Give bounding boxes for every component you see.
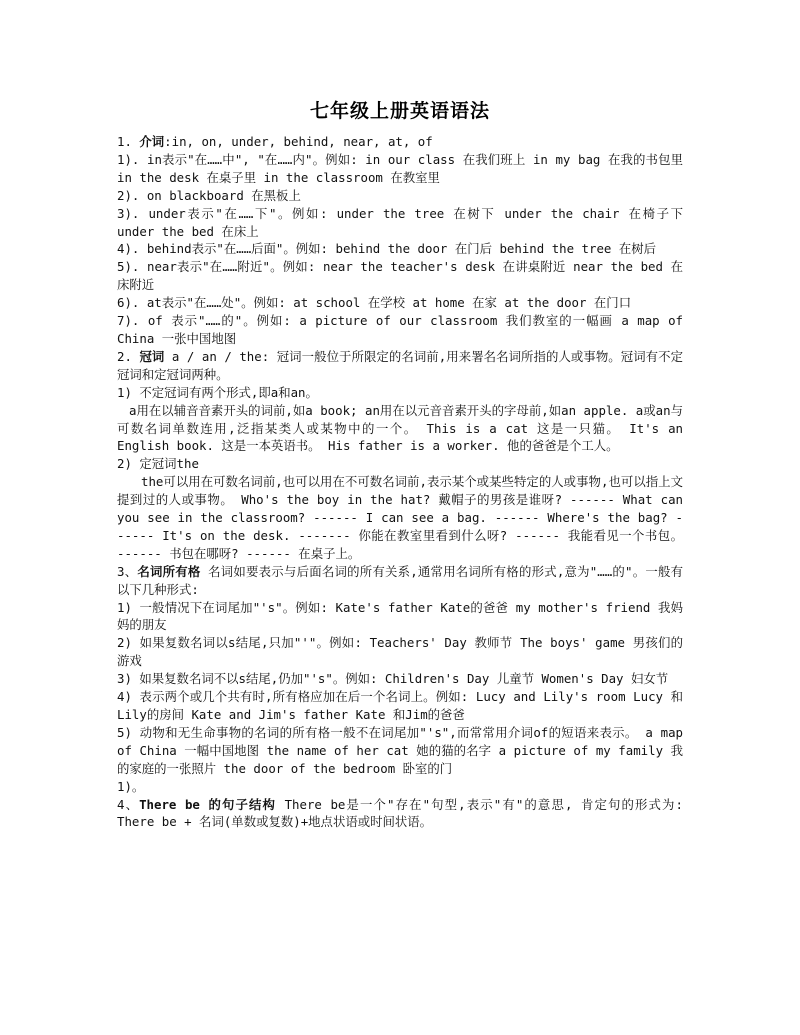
- section-possessive-heading: [117, 563, 683, 599]
- paragraph: 5). near表示"在……附近"。例如: near the teacher's desk 在讲桌附近 near the bed 在床附近: [117, 259, 683, 293]
- section-prepositions-heading: [117, 133, 683, 151]
- section-heading: 介词: [139, 134, 165, 149]
- section-heading-rest: 名词如要表示与后面名词的所有关系,通常用名词所有格的形式,意为"……的"。一般有以下几种形式:: [117, 563, 683, 597]
- section-heading: 冠词: [139, 348, 165, 364]
- section-articles-heading: [117, 348, 683, 384]
- paragraph: 2) 定冠词the: [117, 456, 199, 472]
- paragraph: 2). on blackboard 在黑板上: [117, 187, 301, 203]
- paragraph: 5) 动物和无生命事物的名词的所有格一般不在词尾加"'s",而常常用介词of的短语来表示。 a map of China 一幅中国地图 the name of her cat 她的猫的名字 a picture of my family 我的家庭的一张照片 the door of the bedroom 卧室的门: [117, 724, 683, 776]
- paragraph: 2) 如果复数名词以s结尾,只加"'"。例如: Teachers' Day 教师节 The boys' game 男孩们的游戏: [117, 635, 683, 669]
- section-heading: There be 的句子结构: [139, 796, 276, 812]
- paragraph: 1)。: [117, 778, 145, 794]
- paragraph: 7). of 表示"……的"。例如: a picture of our classroom 我们教室的一幅画 a map of China 一张中国地图: [117, 313, 683, 346]
- section-there-be-heading: [117, 796, 683, 832]
- page-title: 七年级上册英语语法: [309, 100, 490, 122]
- document-body: [117, 133, 683, 831]
- paragraph: 1) 一般情况下在词尾加"'s"。例如: Kate's father Kate的爸爸 my mother's friend 我妈妈的朋友: [117, 599, 683, 633]
- paragraph: 3). under表示"在……下"。例如: under the tree 在树下 under the chair 在椅子下 under the bed 在床上: [117, 205, 683, 239]
- paragraph: the可以用在可数名词前,也可以用在不可数名词前,表示某个或某些特定的人或事物,也可以指上文提到过的人或事物。 Who's the boy in the hat? 戴帽子的男孩是谁呀? ------ What can you see in the classroom? ------ I can see a bag. ------ Where's the bag? ------ It's on the desk. ------- 你能在教室里看到什么呀? ------ 我能看见一个书包。 ------ 书包在哪呀? ------ 在桌子上。: [117, 474, 683, 561]
- section-number: 4、: [117, 796, 140, 812]
- paragraph: 1) 不定冠词有两个形式,即a和an。: [117, 384, 318, 400]
- paragraph: 6). at表示"在……处"。例如: at school 在学校 at home 在家 at the door 在门口: [117, 295, 632, 311]
- section-number: 2.: [117, 348, 140, 364]
- section-heading-rest: There be是一个"存在"句型,表示"有"的意思, 肯定句的形式为: There be + 名词(单数或复数)+地点状语或时间状语。: [117, 796, 683, 830]
- section-heading-rest: a / an / the: 冠词一般位于所限定的名词前,用来署名名词所指的人或事物。冠词有不定冠词和定冠词两种。: [117, 348, 683, 382]
- paragraph: 4) 表示两个或几个共有时,所有格应加在后一个名词上。例如: Lucy and Lily's room Lucy 和Lily的房间 Kate and Jim's father Kate 和Jim的爸爸: [117, 689, 683, 722]
- paragraph: 4). behind表示"在……后面"。例如: behind the door 在门后 behind the tree 在树后: [117, 241, 656, 257]
- paragraph: 1). in表示"在……中", "在……内"。例如: in our class 在我们班上 in my bag 在我的书包里 in the desk 在桌子里 in the classroom 在教室里: [117, 151, 683, 185]
- section-heading-rest: :in, on, under, behind, near, at, of: [164, 134, 433, 149]
- section-number: 1.: [117, 134, 140, 149]
- section-number: 3、: [117, 563, 138, 579]
- paragraph: 3) 如果复数名词不以s结尾,仍加"'s"。例如: Children's Day 儿童节 Women's Day 妇女节: [117, 671, 669, 687]
- section-heading: 名词所有格: [137, 563, 201, 579]
- paragraph: a用在以辅音音素开头的词前,如a book; an用在以元音音素开头的字母前,如an apple. a或an与可数名词单数连用,泛指某类人或某物中的一个。 This is a cat 这是一只猫。 It's an English book. 这是一本英语书。 His father is a worker. 他的爸爸是个工人。: [117, 402, 683, 454]
